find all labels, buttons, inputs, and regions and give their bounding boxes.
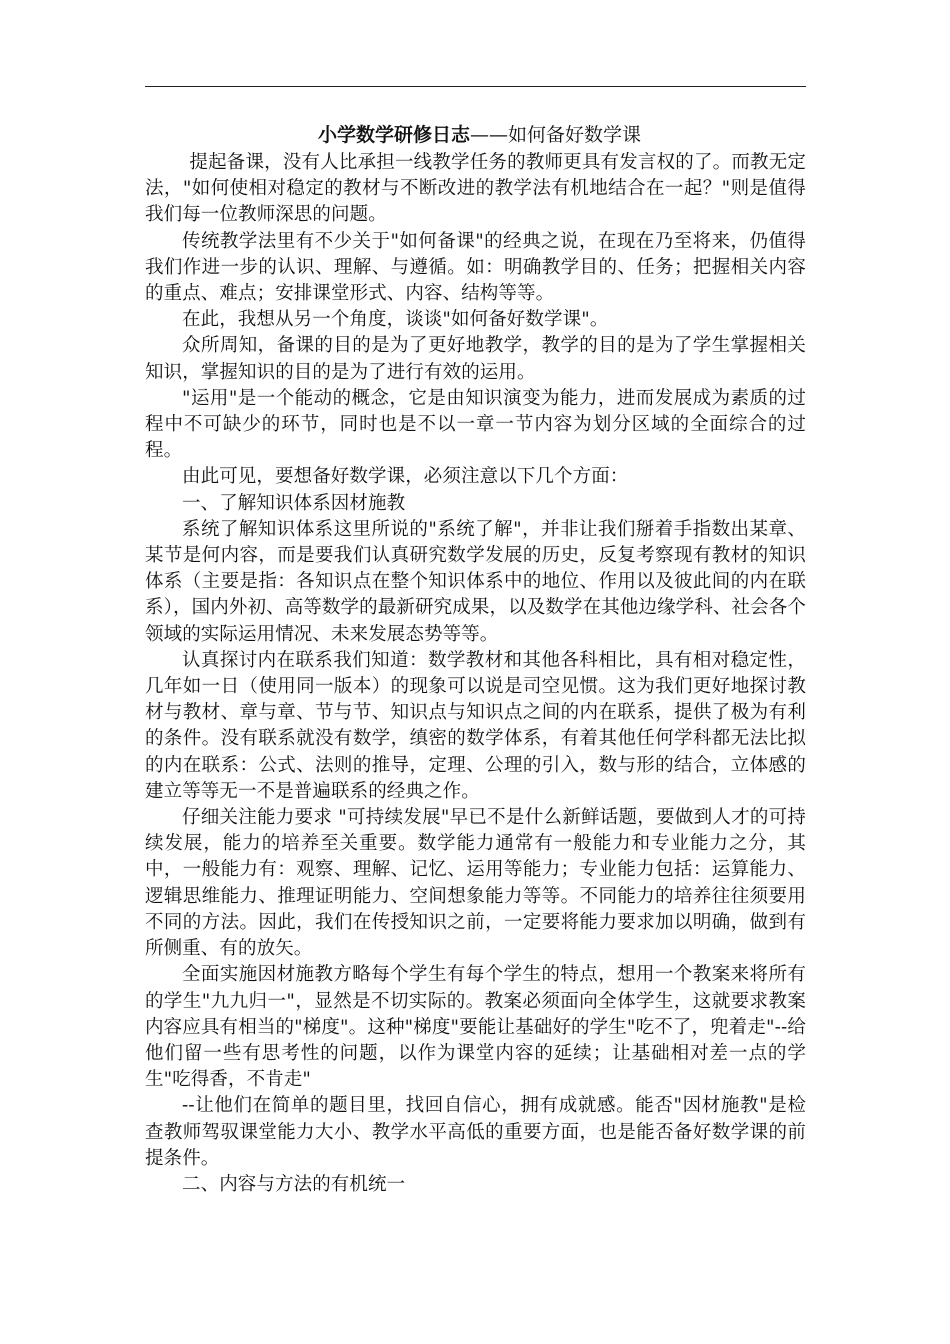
paragraph-teaching-strategy-cont: --让他们在简单的题目里，找回自信心，拥有成就感。能否"因材施教"是检查教师驾驭课堂能力大小、教学水平高低的重要方面，也是能否备好数学课的前提条件。 <box>145 1095 806 1169</box>
section-heading-1: 一、了解知识体系因材施教 <box>182 492 406 514</box>
paragraph-purpose: 众所周知，备课的目的是为了更好地教学，教学的目的是为了学生掌握相关知识，掌握知识的目的是为了进行有效的运用。 <box>145 335 806 383</box>
paragraph-another-angle: 在此，我想从另一个角度，谈谈"如何备好数学课"。 <box>182 309 609 331</box>
paragraph-traditional-method: 传统教学法里有不少关于"如何备课"的经典之说，在现在乃至将来，仍值得我们作进一步的认识、理解、与遵循。如：明确教学目的、任务；把握相关内容的重点、难点；安排课堂形式、内容、结构等等。 <box>145 230 806 305</box>
paragraph-teaching-strategy: 全面实施因材施教方略每个学生有每个学生的特点，想用一个教案来将所有的学生"九九归一"，显然是不切实际的。教案必须面向全体学生，这就要求教案内容应具有相当的"梯度"。这种"梯度"要能让基础好的学生"吃不了，兜着走"--给他们留一些有思考性的问题，以作为课堂内容的延续；让基础相对差一点的学生"吃得香，不肯走" <box>145 964 806 1091</box>
section-heading-2: 二、内容与方法的有机统一 <box>182 1173 406 1195</box>
title-main: 小学数学研修日志 <box>317 124 470 146</box>
paragraph-ability-requirements: 仔细关注能力要求 "可持续发展"早已不是什么新鲜话题，要做到人才的可持续发展，能力的培养至关重要。数学能力通常有一般能力和专业能力之分，其中，一般能力有：观察、理解、记忆、运用等能力；专业能力包括：运算能力、逻辑思维能力、推理证明能力、空间想象能力等等。不同能力的培养往往须要用不同的方法。因此，我们在传授知识之前，一定要将能力要求加以明确，做到有所侧重、有的放矢。 <box>145 807 806 960</box>
paragraph-intro: 提起备课，没有人比承担一线教学任务的教师更具有发言权的了。而教无定法，"如何使相对稳定的教材与不断改进的教学法有机地结合在一起？"则是值得我们每一位教师深思的问题。 <box>145 152 806 226</box>
paragraph-application: "运用"是一个能动的概念，它是由知识演变为能力，进而发展成为素质的过程中不可缺少的环节，同时也是不以一章一节内容为划分区域的全面综合的过程。 <box>145 387 806 462</box>
document-body <box>145 120 806 1198</box>
paragraph-knowledge-system: 系统了解知识体系这里所说的"系统了解"，并非让我们掰着手指数出某章、某节是何内容，而是要我们认真研究数学发展的历史，反复考察现有教材的知识体系（主要是指：各知识点在整个知识体系中的地位、作用以及彼此间的内在联系），国内外初、高等数学的最新研究成果，以及数学在其他边缘学科、社会各个领域的实际运用情况、未来发展态势等等。 <box>145 518 806 645</box>
paragraph-internal-connection: 认真探讨内在联系我们知道：数学教材和其他各科相比，具有相对稳定性，几年如一日（使用同一版本）的现象可以说是司空见惯。这为我们更好地探讨教材与教材、章与章、节与节、知识点与知识点之间的内在联系，提供了极为有利的条件。没有联系就没有数学，缜密的数学体系，有着其他任何学科都无法比拟的内在联系：公式、法则的推导，定理、公理的引入，数与形的结合，立体感的建立等等无一不是普遍联系的经典之作。 <box>145 649 806 802</box>
document-title <box>145 120 806 150</box>
header-rule <box>145 86 806 87</box>
paragraph-conclusion: 由此可见，要想备好数学课，必须注意以下几个方面： <box>182 466 629 488</box>
title-subtitle: ——如何备好数学课 <box>470 124 642 146</box>
